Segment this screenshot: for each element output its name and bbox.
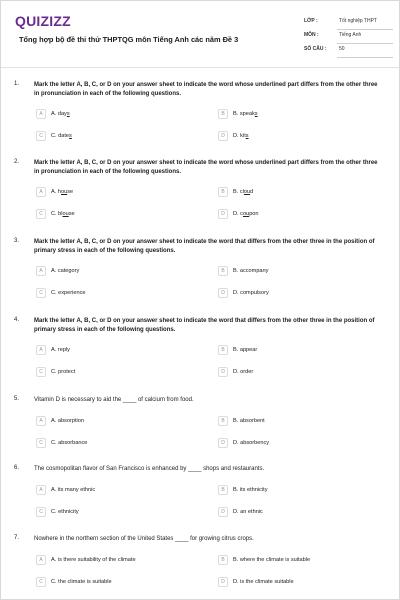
question-text: Mark the letter A, B, C, or D on your answer sheet to indicate the word whose underlined part differs from the other three in pronunciation in each of the following questions. <box>34 160 378 175</box>
option-label <box>51 111 70 117</box>
option-label <box>51 440 87 446</box>
option-label <box>51 487 95 493</box>
question-text: Mark the letter A, B, C, or D on your answer sheet to indicate the word whose underlined part differs from the other three in pronunciation in each of the following questions. <box>34 82 378 97</box>
meta-panel <box>301 16 393 58</box>
meta-value: Tiếng Anh <box>339 32 362 38</box>
meta-label: SỐ CÂU : <box>304 46 327 52</box>
option-text-pre: B. accompany <box>233 268 269 274</box>
question-text: Mark the letter A, B, C, or D on your answer sheet to indicate the word that differs from the other three in the position of primary stress in each of the following questions. <box>34 318 375 333</box>
meta-row-question-count <box>301 44 393 58</box>
option-underlined-part: s <box>254 111 258 117</box>
question-number: 5. <box>14 396 20 402</box>
option-text-pre: D. kit <box>233 133 246 139</box>
meta-row-subject <box>301 30 393 44</box>
option-text-pre: A. day <box>51 111 67 117</box>
option-label <box>51 268 79 274</box>
option-text-pre: C. bl <box>51 211 63 217</box>
option-text-post: d <box>250 189 254 195</box>
meta-row-class <box>301 16 393 30</box>
option-underlined-part: ou <box>243 189 251 195</box>
option-letter-box: B <box>218 485 228 495</box>
option-letter-box: B <box>218 187 228 197</box>
option-underlined-part: s <box>66 111 70 117</box>
option-label <box>233 418 265 424</box>
option-text-pre: A. is there suitability of the climate <box>51 557 136 563</box>
option-letter-box: D <box>218 507 228 517</box>
quizizz-logo: QUIZIZZ <box>15 13 71 29</box>
option-text-pre: C. date <box>51 133 70 139</box>
option-letter-box: D <box>218 209 228 219</box>
option-letter-box: A <box>36 485 46 495</box>
option-label <box>51 189 73 195</box>
option-label <box>233 557 310 563</box>
option-label <box>233 369 253 375</box>
option-label <box>233 509 263 515</box>
option-label <box>51 211 75 217</box>
option-letter-box: D <box>218 288 228 298</box>
meta-underline <box>337 57 393 58</box>
option-underlined-part: ou <box>60 189 68 195</box>
meta-label: MÔN : <box>304 32 319 38</box>
option-label <box>51 369 75 375</box>
option-label <box>233 579 294 585</box>
question-text: The cosmopolitan flavor of San Francisco is enhanced by ____ shops and restaurants. <box>34 466 265 472</box>
option-letter-box: C <box>36 577 46 587</box>
option-text-pre: D. compulsory <box>233 290 269 296</box>
option-letter-box: C <box>36 288 46 298</box>
option-label <box>233 111 258 117</box>
option-letter-box: D <box>218 438 228 448</box>
option-label <box>51 579 112 585</box>
option-label <box>233 133 249 139</box>
meta-value: 50 <box>339 46 345 52</box>
option-letter-box: A <box>36 555 46 565</box>
option-letter-box: B <box>218 345 228 355</box>
option-text-pre: A. reply <box>51 347 70 353</box>
option-label <box>233 487 268 493</box>
option-letter-box: A <box>36 345 46 355</box>
meta-value: Tốt nghiệp THPT <box>339 18 377 24</box>
option-letter-box: C <box>36 507 46 517</box>
question-number: 7. <box>14 535 20 541</box>
option-letter-box: A <box>36 266 46 276</box>
option-text-pre: B. its ethnicity <box>233 487 268 493</box>
option-text-pre: B. absorbent <box>233 418 265 424</box>
option-label <box>51 509 79 515</box>
option-text-pre: D. c <box>233 211 243 217</box>
question-text: Mark the letter A, B, C, or D on your answer sheet to indicate the word that differs from the other three in the position of primary stress in each of the following questions. <box>34 239 375 254</box>
option-text-pre: D. order <box>233 369 254 375</box>
option-text-post: pon <box>249 211 259 217</box>
option-underlined-part: s <box>245 133 249 139</box>
option-letter-box: C <box>36 209 46 219</box>
option-label <box>233 211 259 217</box>
option-letter-box: D <box>218 131 228 141</box>
option-letter-box: C <box>36 131 46 141</box>
meta-label: LỚP : <box>304 18 318 24</box>
option-text-pre: B. speak <box>233 111 255 117</box>
option-text-pre: C. ethnicity <box>51 509 79 515</box>
option-letter-box: A <box>36 109 46 119</box>
option-label <box>233 189 253 195</box>
option-letter-box: B <box>218 555 228 565</box>
option-text-pre: A. h <box>51 189 61 195</box>
option-letter-box: B <box>218 109 228 119</box>
option-letter-box: B <box>218 266 228 276</box>
option-text-post: se <box>67 189 74 195</box>
option-label <box>51 290 86 296</box>
option-text-pre: B. where the climate is suitable <box>233 557 311 563</box>
option-text-pre: A. absorption <box>51 418 84 424</box>
option-text-post: se <box>68 211 75 217</box>
question-number: 3. <box>14 238 20 244</box>
option-label <box>51 347 70 353</box>
option-text-pre: D. an ethnic <box>233 509 263 515</box>
option-letter-box: C <box>36 438 46 448</box>
option-text-pre: A. category <box>51 268 80 274</box>
question-text: Vitamin D is necessary to aid the ____ of calcium from food. <box>34 397 194 403</box>
option-letter-box: D <box>218 367 228 377</box>
option-text-pre: C. absorbance <box>51 440 88 446</box>
option-letter-box: A <box>36 187 46 197</box>
question-number: 6. <box>14 465 20 471</box>
question-number: 4. <box>14 317 20 323</box>
option-text-pre: B. appear <box>233 347 258 353</box>
option-letter-box: A <box>36 416 46 426</box>
option-label <box>233 268 268 274</box>
option-letter-box: B <box>218 416 228 426</box>
question-text: Nowhere in the northern section of the United States ____ for growing citrus crops. <box>34 536 254 542</box>
worksheet-header <box>1 1 400 65</box>
question-number: 2. <box>14 159 20 165</box>
option-label <box>233 290 269 296</box>
option-text-pre: C. experience <box>51 290 86 296</box>
option-underlined-part: ou <box>242 211 250 217</box>
worksheet-title: Tổng hợp bộ đề thi thử THPTQG môn Tiếng Anh các năm Đề 3 <box>19 35 239 44</box>
option-text-pre: C. the climate is suitable <box>51 579 112 585</box>
option-letter-box: D <box>218 577 228 587</box>
option-letter-box: C <box>36 367 46 377</box>
option-underlined-part: s <box>69 133 72 139</box>
header-divider <box>1 67 400 68</box>
option-label <box>51 133 72 139</box>
option-label <box>233 440 269 446</box>
option-underlined-part: ou <box>62 211 69 217</box>
option-text-pre: B. cl <box>233 189 244 195</box>
option-text-pre: D. is the climate suitable <box>233 579 294 585</box>
question-number: 1. <box>14 81 20 87</box>
option-label <box>233 347 257 353</box>
option-text-pre: A. its many ethnic <box>51 487 96 493</box>
option-label <box>51 557 136 563</box>
option-label <box>51 418 84 424</box>
option-text-pre: C. protect <box>51 369 76 375</box>
option-text-pre: D. absorbency <box>233 440 270 446</box>
